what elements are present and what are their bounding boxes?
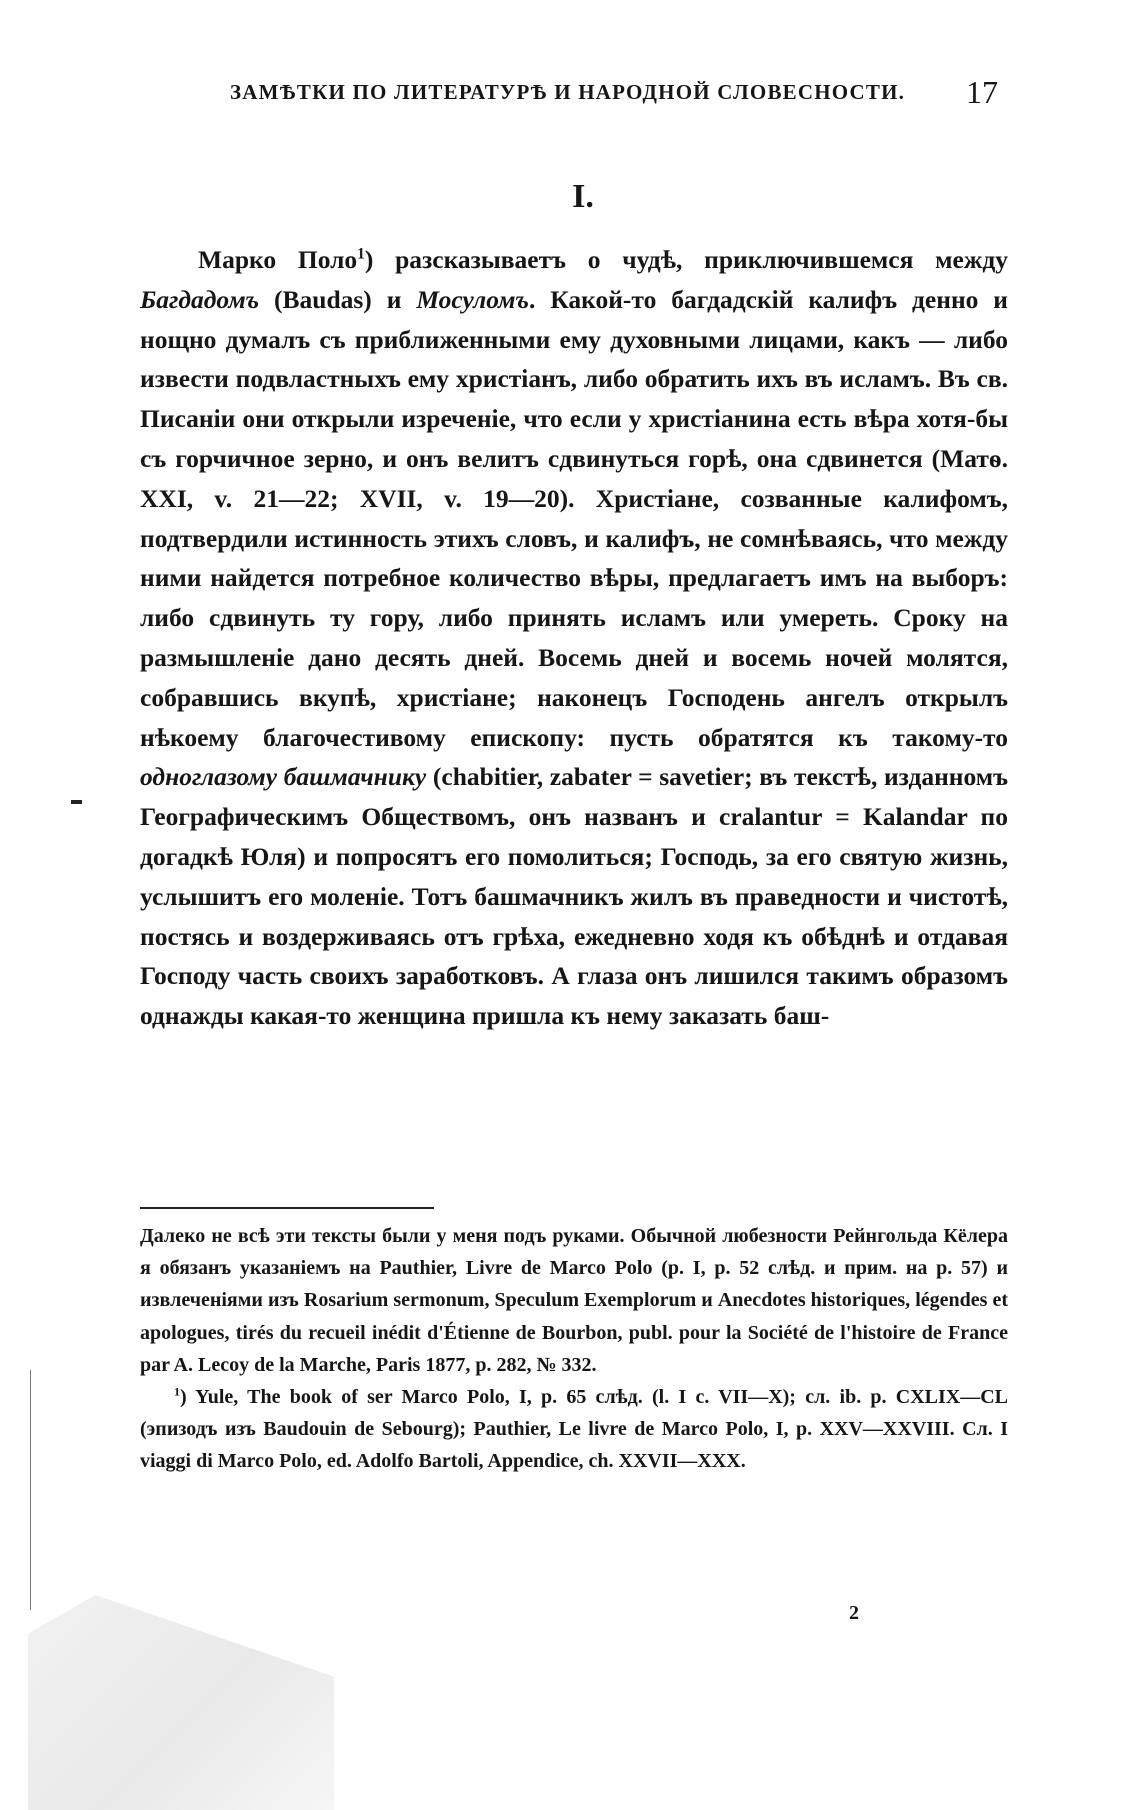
running-header <box>148 74 998 118</box>
scan-corner-artifact <box>28 1595 334 1810</box>
text-segment: . Какой-то багдадскій калифъ денно и нощно думалъ съ приближенными ему духовными лицами, какъ — либо извести подвластныхъ ему христіанъ, либо обратить ихъ въ исламъ. Въ св. Писаніи они открыли изреченіе, что если у христіанина есть вѣра хотя-бы съ горчичное зерно, и онъ велитъ сдвинуться горѣ, она сдвинется (Матѳ. XXI, v. 21—22; XVII, v. 19—20). Христіане, созванные калифомъ, подтвердили истинность этихъ словъ, и калифъ, не сомнѣваясь, что между ними найдется потребное количество вѣры, предлагаетъ имъ на выборъ: либо сдвинуть ту гору, либо принять исламъ или умереть. Сроку на размышленіе дано десять дней. Восемь дней и восемь ночей молятся, собравшись вкупѣ, христіане; наконецъ Господень ангелъ открылъ нѣкоему благочестивому епископу: пусть обратятся къ такому-то <box>140 284 1008 752</box>
italic-phrase: одноглазому башмачнику <box>140 762 427 792</box>
footnote-1 <box>140 1381 1008 1478</box>
footnote-text: ) Yule, The book of ser Marco Polo, I, p. 65 слѣд. (l. I c. VII—X); сл. ib. p. CXLIX—CL (эпизодъ изъ Baudouin de Sebourg); Pauthier, Le livre de Marco Polo, I, p. XXV—XXVIII. Сл. I viaggi di Marco Polo, ed. Adolfo Bartoli, Appendice, ch. XXVII—XXX. <box>140 1386 1008 1473</box>
page-number: 17 <box>966 74 998 110</box>
text-segment: Марко Поло <box>198 245 358 274</box>
footnote-divider <box>140 1207 434 1209</box>
italic-place-name: Багдадомъ <box>140 284 260 314</box>
section-number: I. <box>572 178 594 215</box>
main-paragraph <box>140 240 1008 1036</box>
text-segment: (Baudas) и <box>259 284 417 314</box>
italic-place-name: Мосуломъ <box>416 284 529 314</box>
main-text-block <box>140 240 1008 1036</box>
footnote-unmarked: Далеко не всѣ эти тексты были у меня подъ руками. Обычной любезности Рейнгольда Кёлера я обязанъ указаніемъ на Pauthier, Livre de Marco Polo (p. I, p. 52 слѣд. и прим. на р. 57) и извлеченіями изъ Rosarium sermonum, Speculum Exemplorum и Anecdotes historiques, légendes et apologues, tirés du recueil inédit d'Étienne de Bourbon, publ. pour la Société de l'histoire de France par A. Lecoy de la Marche, Paris 1877, p. 282, № 332. <box>140 1225 1008 1376</box>
footnotes-block <box>140 1220 1008 1478</box>
running-title: ЗАМѢТКИ ПО ЛИТЕРАТУРѢ И НАРОДНОЙ СЛОВЕСНОСТИ. <box>230 80 906 104</box>
scan-speck <box>71 800 82 804</box>
section-heading <box>0 178 1140 216</box>
footnote-marker: 1 <box>174 1384 180 1399</box>
footnote-reference: 1 <box>357 245 365 263</box>
scan-margin-line <box>30 1370 31 1610</box>
text-segment: ) разсказываетъ о чудѣ, приключившемся между <box>364 245 1008 274</box>
signature-mark: 2 <box>849 1602 859 1624</box>
text-segment: (chabitier, zabater = savetier; въ текстѣ, изданномъ Географическимъ Обществомъ, онъ названъ и cralantur = Kalandar по догадкѣ Юля) и попросятъ его помолиться; Господь, за его святую жизнь, услышитъ его моленіе. Тотъ башмачникъ жилъ въ праведности и чистотѣ, постясь и воздерживаясь отъ грѣха, ежедневно ходя къ обѣднѣ и отдавая Господу часть своихъ заработковъ. А глаза онъ лишился такимъ образомъ однажды какая-то женщина пришла къ нему заказать баш- <box>140 762 1008 1031</box>
